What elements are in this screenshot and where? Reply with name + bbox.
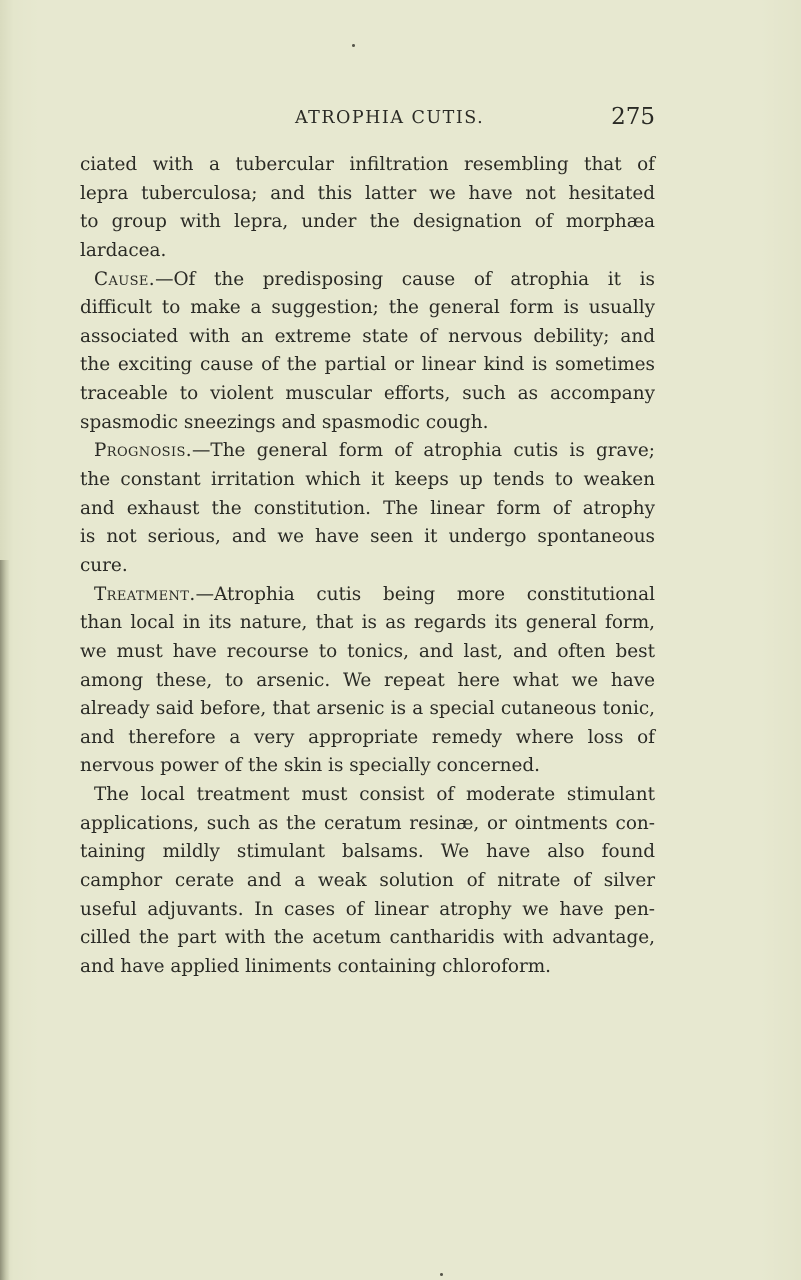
text-line: lepra tuberculosa; and this latter we have not hesitated: [80, 182, 655, 204]
text-line: than local in its nature, that is as regards its general form,: [80, 612, 655, 634]
body-text: [80, 151, 655, 982]
text-line: taining mildly stimulant balsams. We have also found: [80, 841, 655, 863]
text-line: the exciting cause of the partial or linear kind is sometimes: [80, 354, 655, 376]
text-line: we must have recourse to tonics, and last, and often best: [80, 640, 655, 662]
section-heading-prognosis: Prognosis.: [94, 440, 193, 462]
binding-shadow: [0, 560, 10, 1280]
text-line: applications, such as the ceratum resinæ, or ointments con-: [80, 812, 655, 834]
text-run: —Of the predisposing cause of atrophia it is: [155, 268, 655, 290]
text-run: —The general form of atrophia cutis is grave;: [192, 440, 655, 462]
text-line: spasmodic sneezings and spasmodic cough.: [80, 411, 489, 433]
text-line: nervous power of the skin is specially concerned.: [80, 755, 540, 777]
text-line: already said before, that arsenic is a special cutaneous tonic,: [80, 698, 655, 720]
text-line: ciated with a tubercular infiltration resembling that of: [80, 154, 655, 175]
text-run: —Atrophia cutis being more constitutional: [195, 583, 655, 605]
text-line: useful adjuvants. In cases of linear atrophy we have pen-: [80, 898, 655, 920]
text-line: [80, 266, 655, 295]
text-line: to group with lepra, under the designation of morphæa: [80, 211, 655, 233]
text-line: traceable to violent muscular efforts, such as accompany: [80, 383, 655, 405]
text-line: difficult to make a suggestion; the general form is usually: [80, 297, 655, 319]
text-line: camphor cerate and a weak solution of nitrate of silver: [80, 870, 655, 892]
text-line: cure.: [80, 554, 128, 576]
text-line: and have applied liniments containing chloroform.: [80, 955, 552, 977]
text-line: the constant irritation which it keeps up tends to weaken: [80, 469, 655, 491]
section-heading-treatment: Treatment.: [94, 583, 196, 605]
section-heading-cause: Cause.: [94, 268, 156, 290]
text-line: among these, to arsenic. We repeat here what we have: [80, 669, 655, 691]
text-line: lardacea.: [80, 239, 167, 261]
text-line: and therefore a very appropriate remedy where loss of: [80, 726, 655, 748]
running-head: [80, 104, 655, 134]
text-line: [80, 437, 655, 466]
text-line: and exhaust the constitution. The linear form of atrophy: [80, 497, 655, 519]
page-number: 275: [611, 104, 655, 130]
paper-speck: [352, 44, 355, 47]
text-line: [80, 581, 655, 610]
text-line: The local treatment must consist of moderate stimulant: [94, 784, 655, 806]
paper-speck: [440, 1273, 443, 1276]
text-line: cilled the part with the acetum cantharidis with advantage,: [80, 927, 655, 949]
running-title: ATROPHIA CUTIS.: [295, 108, 485, 128]
text-line: is not serious, and we have seen it undergo spontaneous: [80, 526, 655, 548]
text-line: associated with an extreme state of nervous debility; and: [80, 325, 655, 347]
